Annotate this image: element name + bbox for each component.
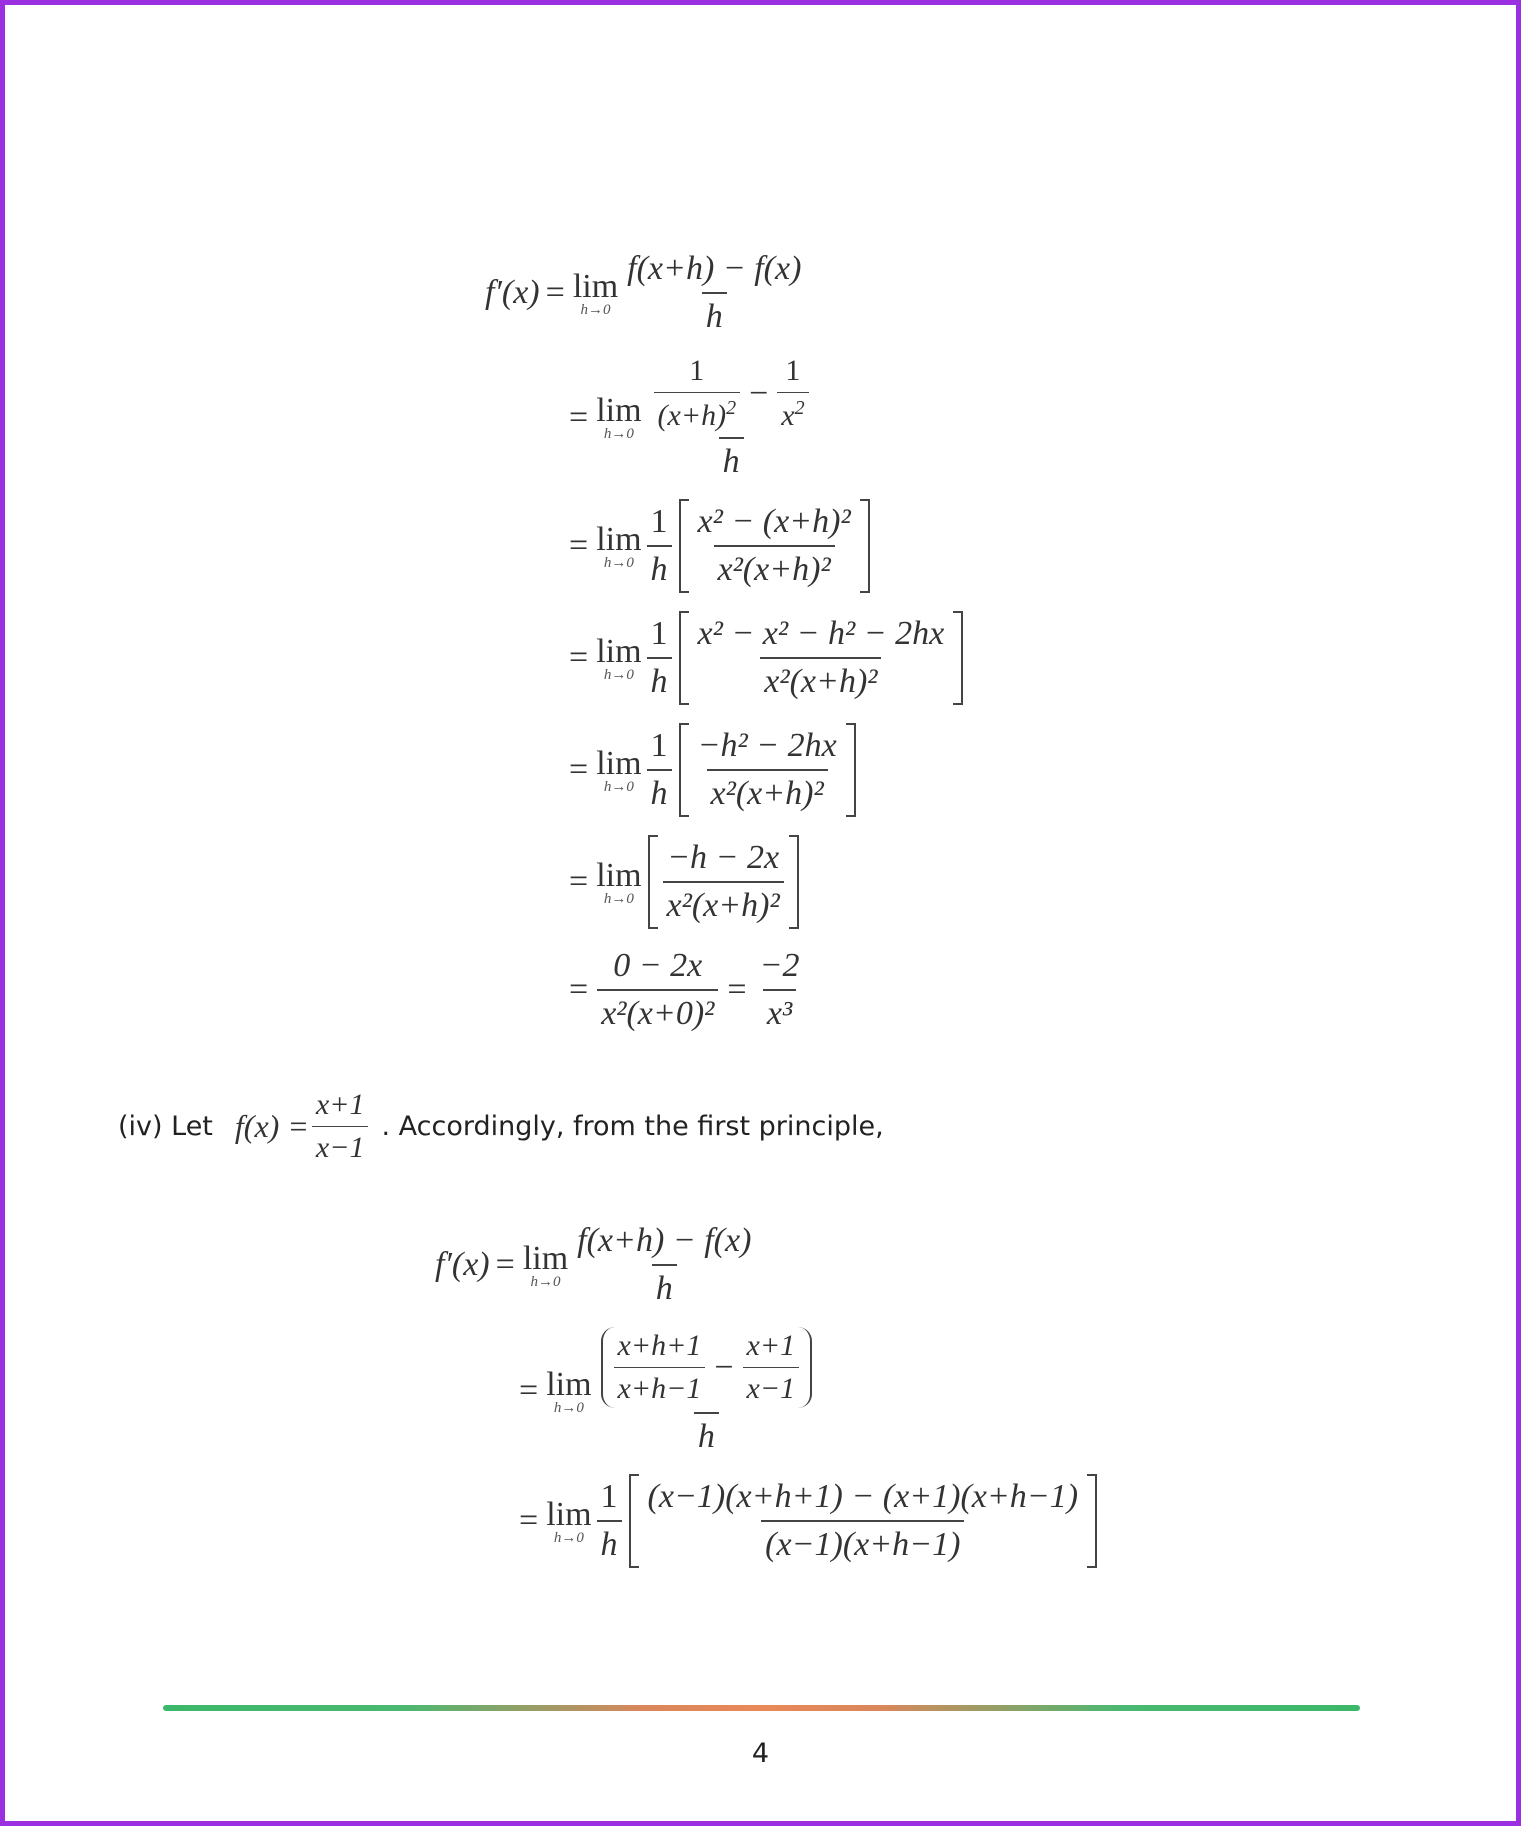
- page-number: 4: [751, 1738, 770, 1769]
- lhs: f′(x): [485, 274, 540, 311]
- limit-operator: lim h→0: [546, 1495, 592, 1546]
- limit-operator: lim h→0: [596, 856, 642, 907]
- footer-divider: [163, 1705, 1360, 1711]
- bracket: $\frac{\text{x² − (x+h)²}}{\text{x²(x+h)²}}$: [679, 499, 870, 593]
- function-def: f(x) =: [234, 1108, 309, 1144]
- bracket: $\frac{-h - 2x}{\text{x²(x+h)²}}$: [648, 835, 799, 929]
- difference-quotient: $\frac{f(x+h) - f(x)}{h}$: [627, 250, 802, 335]
- part-iv-label: (iv) Let: [118, 1111, 213, 1142]
- step-common-denominator-iv: = lim h→0 $\frac{1}{h}$ $\frac{(x-1)(x+h+1) - (x+1)(x+h-1)}{(x-1)(x+h-1)}$: [513, 1474, 1097, 1568]
- derivation-part-iv: [435, 1222, 1097, 1586]
- limit-operator: lim h→0: [596, 392, 642, 442]
- bracket: $\frac{\text{−h² − 2hx}}{\text{x²(x+h)²}}$: [679, 723, 856, 817]
- step-simplify: = lim h→0 $\frac{1}{h}$ $\frac{\text{−h² − 2hx}}{\text{x²(x+h)²}}$: [563, 723, 963, 817]
- part-iv-tail: . Accordingly, from the first principle,: [381, 1111, 884, 1142]
- step-substitute-iv: = lim h→0 $\frac{x+h+1}{x+h-1}$ − $\frac{x+1}{x-1}$ h: [513, 1326, 1097, 1456]
- step-substitute: = lim h→0 $\frac{1}{(x+h)^2}$ − $\frac{1}{x^2}$ h: [563, 354, 963, 481]
- bracket: $\frac{\text{x² − x² − h² − 2hx}}{\text{x²(x+h)²}}$: [679, 611, 964, 705]
- part-iv-intro: (iv) Let f(x) = $\frac{x+1}{x-1}$ . Accordingly, from the first principle,: [118, 1088, 884, 1164]
- limit-operator: lim h→0: [596, 520, 642, 571]
- limit-operator: lim h→0: [596, 744, 642, 795]
- step-result: = $\frac{0 - 2x}{\text{x²(x+0)²}}$ = $\frac{-2}{\text{x³}}$: [569, 947, 800, 1032]
- limit-operator: lim h→0: [572, 267, 619, 318]
- step-expand: = lim h→0 $\frac{1}{h}$ $\frac{\text{x² − x² − h² − 2hx}}{\text{x²(x+h)²}}$: [563, 611, 963, 705]
- step-definition: f′(x) = lim h→0 $\frac{f(x+h) - f(x)}{h}$: [485, 250, 963, 336]
- compound-fraction: $\frac{1}{(x+h)^2}$ − $\frac{1}{x^2}$ h: [647, 354, 816, 481]
- step-definition-iv: f′(x) = lim h→0 $\frac{f(x+h) - f(x)}{h}$: [435, 1222, 752, 1307]
- step-cancel-h: = lim h→0 $\frac{-h - 2x}{\text{x²(x+h)²}}$: [563, 835, 963, 929]
- limit-operator: lim h→0: [546, 1365, 592, 1416]
- step-common-denominator: = lim h→0 $\frac{1}{h}$ $\frac{\text{x² − (x+h)²}}{\text{x²(x+h)²}}$: [563, 499, 963, 593]
- limit-operator: lim h→0: [596, 632, 642, 683]
- bracket: $\frac{(x-1)(x+h+1) - (x+1)(x+h-1)}{(x-1)(x+h-1)}$: [629, 1474, 1098, 1568]
- limit-operator: lim h→0: [522, 1239, 569, 1290]
- derivation-part-iii: [485, 250, 963, 1051]
